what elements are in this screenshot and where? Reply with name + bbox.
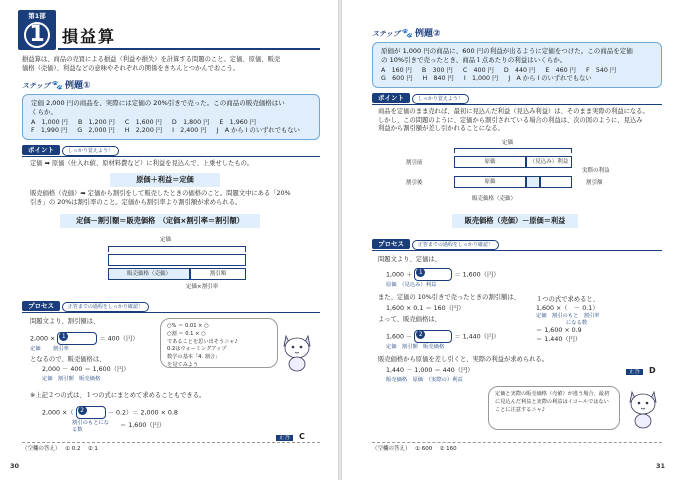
eq-sub-1: 定価	[30, 346, 41, 352]
diagram-brace	[108, 246, 246, 252]
diagram-discount-label: 割引額	[586, 180, 603, 186]
point-header	[372, 94, 469, 103]
process-bubble: 正答までの過程をしっかり確認！	[62, 302, 149, 312]
answer-blank[interactable]: 2	[76, 406, 106, 419]
question-text: 原価が 1,000 円の商品に、600 円の利益が出るように定価をつけた。この商品を定価	[381, 47, 633, 55]
eq-right: ＝ 1,440（円）	[454, 333, 500, 341]
paw-icon: 🐾	[401, 29, 414, 39]
point-bubble: しっかり覚えよう！	[412, 94, 469, 104]
eq-sub: 販売価格 原価 （実際の）利益	[386, 377, 463, 383]
eq-left: 2,000 ×	[30, 335, 56, 343]
footer-divider	[372, 442, 662, 443]
diagram-mikomi-bar: （見込み）利益	[526, 156, 572, 168]
option: B 1,200 円	[77, 118, 115, 126]
intro-line: 価格（売価）、利益などの意味やそれぞれの関係をきちんとつかんでおこう。	[22, 64, 240, 72]
option: J A から I のいずれでもない	[508, 75, 592, 83]
process-line: また、定価の 10%引きで売ったときの割引額は、	[378, 294, 520, 301]
eq-sub: 原価 （見込み）利益	[386, 282, 437, 288]
step-label: ステップ	[372, 30, 400, 38]
answer-blank[interactable]: 1	[57, 332, 97, 345]
side-sub: になる数	[566, 320, 588, 327]
option: F 1,990 円	[31, 127, 68, 135]
side-sub: 定価 割引のもと 割引率	[536, 313, 600, 319]
blank-answer: ② 1	[87, 446, 98, 452]
cat-speech-box: ○% ＝ 0.01 × ○ ○割 ＝ 0.1 × ○ であることを思い出そうニャ♪ 0.2はウォーミングアップ 数学の基本「4. 割合」 を見てみよう	[160, 318, 278, 368]
point-line: 定価 ➡ 原価（仕入れ値、原材料費など）に利益を見込んで、上乗せしたもの。	[30, 160, 253, 167]
eq-sub: 定価 割引額 販売価格	[42, 376, 101, 382]
answer-blank[interactable]: 1	[414, 268, 452, 281]
eq-sub-2: 割引率	[52, 346, 69, 352]
equation-2: 2,000 － 400 ＝ 1,600（円）	[42, 366, 130, 373]
equation	[30, 332, 139, 345]
step-label: ステップ	[22, 82, 50, 90]
point-line: しかし、この問題のように、定価から割引されている場合の利益は、次の図のように、見込み	[378, 116, 643, 124]
side-line: ＝ 1,440（円）	[536, 335, 582, 343]
eq-mid: － 0.2）＝ 2,000 × 0.8	[107, 409, 178, 417]
eq-left: 1,600 －	[386, 333, 413, 341]
point-line	[30, 190, 325, 207]
process-rule	[372, 250, 662, 251]
options	[31, 119, 311, 136]
equation-4: 1,440 － 1,000 ＝ 440（円）	[386, 367, 474, 374]
title-rule	[58, 48, 320, 50]
diagram-after-label: 割引後	[406, 180, 423, 186]
eq-sub: 割引のもとになる数	[72, 420, 110, 434]
answer-value: C	[298, 432, 305, 441]
point-line: 利益から割引額が差し引かれることになる。	[378, 125, 504, 132]
option: D 440 円	[503, 66, 536, 74]
option: B 300 円	[421, 66, 453, 74]
process-header	[22, 302, 149, 311]
side-line: 1,600 ×（ － 0.1）	[536, 304, 599, 312]
equation-3b: ＝ 1,600（円）	[120, 422, 166, 429]
formula-2: 定価－割引額＝販売価格 （定価×割引率＝割引額）	[60, 214, 260, 228]
option: J A から I のいずれでもない	[216, 127, 300, 135]
point-rule	[22, 156, 320, 157]
left-page	[0, 0, 338, 480]
answer	[626, 366, 656, 377]
page-number: 31	[656, 462, 666, 470]
option: F 540 円	[585, 66, 617, 74]
question-text: 定価 2,000 円の商品を、実際には定価の 20%引きで売った。この商品の販売価格はい	[31, 99, 285, 107]
answer-value: D	[648, 366, 656, 375]
step-header	[22, 80, 91, 92]
point-rule	[372, 104, 662, 105]
diagram-teika-bar	[108, 254, 246, 266]
answer-blank[interactable]: 2	[414, 330, 452, 343]
diagram-discount-bar: 割引額	[190, 268, 246, 280]
eq-right: ＝ 400（円）	[99, 335, 139, 343]
question-box	[372, 42, 662, 88]
page-number: 30	[10, 462, 20, 470]
option: H 2,200 円	[124, 127, 163, 135]
blank-answer: ① 600	[415, 446, 433, 452]
note-line: ※上記２つの式は、１つの式にまとめて求めることもできる。	[30, 392, 206, 399]
point-label: ポイント	[372, 93, 410, 103]
diagram-rate-label: 定価×割引率	[186, 284, 219, 290]
process-label: プロセス	[372, 239, 410, 249]
diagram-genka-bar-2: 原価	[454, 176, 526, 188]
process-line: となるので、販売価格は、	[30, 356, 106, 363]
blanks-footer	[22, 446, 98, 453]
diagram-discount-bar	[540, 176, 572, 188]
point-line-2b: 引き」の 20%は割引率のこと。定価から割引率より割引額が求められる。	[30, 198, 242, 206]
example-label: 例題①	[64, 81, 91, 91]
point-label: ポイント	[22, 145, 60, 155]
diagram-before-label: 割引前	[406, 160, 423, 166]
answer-label: 正答	[276, 435, 293, 441]
blanks-footer	[372, 446, 457, 453]
eq-right: ＝ 1,600（円）	[454, 271, 500, 279]
equation-3	[386, 330, 500, 343]
side-line: １つの式で求めると、	[536, 296, 599, 303]
option: E 1,960 円	[219, 118, 257, 126]
option: G 2,000 円	[77, 127, 115, 135]
diagram-actual-bar	[526, 176, 540, 188]
answer-label: 正答	[626, 369, 643, 375]
option: D 1,800 円	[171, 118, 210, 126]
chapter-badge	[18, 10, 56, 50]
eq-left: 1,000 ＋	[386, 271, 413, 279]
step-header	[372, 28, 441, 40]
point-lines	[378, 108, 666, 134]
option: C 1,600 円	[124, 118, 162, 126]
blank-answer: ① 0.2	[65, 446, 81, 452]
process-bubble: 正答までの過程をしっかり確認！	[412, 240, 499, 250]
options	[381, 67, 653, 84]
option: I 1,000 円	[463, 75, 499, 83]
point-header	[22, 146, 119, 155]
chapter-number: 1	[24, 22, 50, 48]
cat-mascot-icon	[280, 330, 314, 372]
formula-right: 販売価格（売価）－原価＝利益	[452, 214, 578, 228]
blanks-label: （空欄の答え）	[22, 446, 58, 452]
point-line-2a: 販売価格（売価）➡ 定価から割引をして販売したときの価格のこと。問題文中にある「20%	[30, 190, 291, 197]
question-box	[22, 94, 320, 140]
process-line: 販売価格から原価を差し引くと、実際の利益が求められる。	[378, 356, 549, 363]
blank-answer: ② 160	[439, 446, 457, 452]
option: I 2,400 円	[172, 127, 207, 135]
intro-line: 損益算は、商品の売買による損益（利益や損失）を計算する問題のこと。定価、原価、販売	[22, 56, 281, 63]
process-header	[372, 240, 499, 249]
side-line: ＝ 1,600 × 0.9	[536, 327, 582, 335]
option: A 1,000 円	[31, 118, 68, 126]
diagram-teika-label: 定価	[502, 140, 514, 146]
process-line: 問題文より、定価は、	[378, 256, 441, 263]
formula-1: 原価＋利益＝定価	[110, 173, 220, 187]
point-bubble: しっかり覚えよう！	[62, 146, 119, 156]
right-page	[342, 0, 680, 480]
process-line: よって、販売価格は、	[378, 316, 441, 323]
option: E 460 円	[545, 66, 576, 74]
blanks-label: （空欄の答え）	[372, 446, 408, 452]
process-line: 問題文より、割引額は、	[30, 318, 100, 325]
chapter-title: 損益算	[62, 27, 117, 46]
diagram-teika-label: 定価	[160, 237, 172, 243]
process-rule	[22, 312, 320, 313]
eq-sub: 定価 割引額 販売価格	[386, 344, 445, 350]
equation-2: 1,600 × 0.1 ＝ 160（円）	[386, 305, 465, 312]
option: H 840 円	[422, 75, 454, 83]
option: A 160 円	[381, 66, 412, 74]
diagram-genka-bar: 原価	[454, 156, 526, 168]
side-calc	[536, 296, 656, 344]
question-text: くらか。	[31, 107, 57, 116]
equation-3	[42, 406, 178, 419]
diagram-actual-label: 実際の利益	[582, 168, 610, 174]
footer-divider	[22, 442, 320, 443]
option: C 400 円	[462, 66, 494, 74]
cat-mascot-icon	[626, 386, 660, 430]
process-label: プロセス	[22, 301, 60, 311]
question-text: の 10%引きで売ったとき、商品１点あたりの利益はいくらか。	[381, 55, 567, 64]
diagram-sale-label: 販売価格（売価）	[472, 196, 517, 202]
diagram-brace	[454, 148, 572, 153]
eq-left: 2,000 ×（	[42, 409, 74, 417]
chapter-part: 第1部	[28, 12, 46, 20]
equation	[386, 268, 500, 281]
option: G 600 円	[381, 75, 413, 83]
cat-speech-box: 定価と実際の販売価格（売値）が違う場合、最初に見込んだ利益と実際の利益はイコールではないことに注意するニャ♪	[488, 386, 620, 430]
paw-icon: 🐾	[51, 81, 64, 91]
eq-sub	[30, 346, 69, 353]
diagram-sale-bar: 販売価格（売価）	[108, 268, 190, 280]
point-line: 商品を定価のまま売れば、最初に見込んだ利益（見込み利益）は、そのまま実際の利益になる。	[378, 108, 649, 115]
example-label: 例題②	[414, 29, 441, 39]
